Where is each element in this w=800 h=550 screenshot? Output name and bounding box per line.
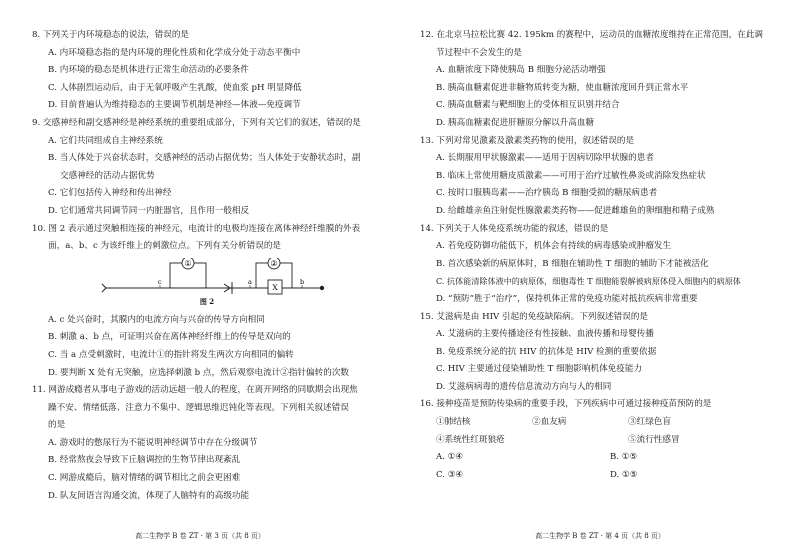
- disease-item: ⑤流行性感冒: [628, 434, 680, 445]
- question-stem: 14. 下列关于人体免疫系统功能的叙述，错误的是: [420, 223, 609, 234]
- question-stem-continued: 面，a、b、c 为该纤维上的刺激位点。下列有关分析错误的是: [48, 241, 282, 252]
- figure-caption: 图 2: [199, 296, 215, 306]
- question-stem-continued: 节过程中不会发生的是: [436, 47, 522, 58]
- option-b: B. 临床上常使用糖皮质激素——可用于治疗过敏性鼻炎或消除发热症状: [436, 170, 706, 181]
- meter-1-label: ①: [184, 258, 192, 268]
- option-a: A. 艾滋病的主要传播途径有性接触、血液传播和母婴传播: [436, 329, 654, 340]
- question-stem: 12. 在北京马拉松比赛 42. 195km 的赛程中，运动员的血糖浓度维持在正常范围，在此调: [420, 30, 764, 40]
- option-c: C. 网游成瘾后，脑对情绪的调节相比之前会更困难: [48, 473, 241, 484]
- page-footer: 高二生物学 B 卷 ZT · 第 4 页（共 8 页）: [535, 532, 665, 540]
- question-stem: 11. 网游成瘾者从事电子游戏的活动远超一般人的程度，在离开网络的同歇期会出现焦: [32, 385, 358, 396]
- question-stem-continued: 的是: [48, 420, 66, 431]
- question-9: [32, 115, 382, 221]
- page-footer: 高二生物学 B 卷 ZT · 第 3 页（共 8 页）: [135, 532, 265, 540]
- question-16: [420, 396, 786, 484]
- option-d: D. 艾滋病病毒的遗传信息流动方向与人的相同: [436, 381, 612, 392]
- option-b: B. 经常熬夜会导致下丘脑调控的生物节律出现紊乱: [48, 455, 241, 466]
- question-stem: 10. 图 2 表示通过突触相连接的神经元，电流计的电极均连接在离体神经纤维膜的外表: [32, 223, 361, 234]
- figure-2: [32, 258, 382, 300]
- question-14: [420, 221, 786, 309]
- question-11: [32, 382, 382, 505]
- option-b: B. 胰高血糖素促进非糖物质转变为糖，使血糖浓度回升到正常水平: [436, 82, 689, 93]
- option-d: D. “预防”胜于“治疗”，保持机体正常的免疫功能对抵抗疾病非常重要: [436, 293, 698, 304]
- option-c: C. 抗体能清除体液中的病原体，细胞毒性 T 细胞能裂解被病原体侵入细胞内的病原体: [436, 276, 741, 287]
- option-a: A. 内环境稳态指的是内环境的理化性质和化学成分处于动态平衡中: [48, 47, 301, 58]
- point-b-label: b: [300, 277, 305, 286]
- option-c: C. HIV 主要通过侵染辅助性 T 细胞影响机体免疫能力: [436, 364, 643, 375]
- disease-item: ②血友病: [532, 417, 567, 428]
- option-d: D. ①⑤: [610, 469, 638, 480]
- option-c: C. 当 a 点受刺激时，电流计①的指针将发生两次方向相同的偏转: [48, 349, 294, 360]
- fiber-start-icon: [102, 284, 106, 292]
- option-a: A. 它们共同组成自主神经系统: [48, 135, 163, 146]
- option-b: B. 首次感染新的病原体时，B 细胞在辅助性 T 细胞的辅助下才能被活化: [436, 258, 709, 269]
- option-c: C. 它们包括传入神经和传出神经: [48, 188, 172, 199]
- question-12: [420, 27, 786, 133]
- option-b: B. ①⑤: [610, 452, 638, 463]
- option-b: B. 免疫系统分泌的抗 HIV 的抗体是 HIV 检测的重要依据: [436, 346, 657, 357]
- question-15: [420, 309, 786, 397]
- option-a: A. ①④: [436, 452, 464, 463]
- answer-options: [420, 449, 786, 484]
- question-13: [420, 133, 786, 221]
- option-a: A. 长期服用甲状腺激素——适用于因病切除甲状腺的患者: [436, 153, 654, 164]
- meter-2-label: ②: [270, 258, 278, 268]
- disease-item: ③红绿色盲: [628, 417, 671, 428]
- option-c: C. 按时口服胰岛素——治疗胰岛 B 细胞受损的糖尿病患者: [436, 188, 658, 199]
- question-8: [32, 27, 382, 115]
- option-a: A. 游戏时的憋尿行为不能说明神经调节中存在分级调节: [48, 437, 258, 448]
- question-stem: 8. 下列关于内环境稳态的说法，错误的是: [32, 30, 190, 40]
- question-stem: 15. 艾滋病是由 HIV 引起的免疫缺陷病。下列叙述错误的是: [420, 311, 649, 322]
- x-label: X: [272, 282, 278, 292]
- disease-item: ④系统性红斑狼疮: [436, 434, 505, 445]
- option-b: B. 当人体处于兴奋状态时，交感神经的活动占据优势；当人体处于安静状态时，副: [48, 153, 361, 164]
- disease-list: [420, 414, 786, 449]
- question-stem-continued: 躁不安、情绪低落、注意力不集中、逻辑思维迟钝化等表现。下列相关叙述错误: [48, 402, 349, 413]
- fiber-end-dot: [320, 286, 324, 290]
- option-b: B. 刺激 a、b 点，可证明兴奋在离体神经纤维上的传导是双向的: [48, 332, 291, 343]
- right-page: [400, 0, 800, 550]
- option-a: A. 血糖浓度下降使胰岛 B 细胞分泌活动增强: [436, 65, 606, 76]
- option-c: C. 人体剧烈运动后，由于无氧呼吸产生乳酸，使血浆 pH 明显降低: [48, 82, 302, 93]
- option-d: D. 目前普遍认为维持稳态的主要调节机制是神经—体液—免疫调节: [48, 100, 301, 111]
- question-stem: 16. 接种疫苗是预防传染病的重要手段，下列疾病中可通过接种疫苗预防的是: [420, 399, 712, 410]
- question-stem: 9. 交感神经和副交感神经是神经系统的重要组成部分，下列有关它们的叙述，错误的是: [32, 117, 361, 128]
- option-a: A. c 处兴奋时，其膜内的电流方向与兴奋的传导方向相同: [48, 314, 265, 325]
- option-d: D. 要判断 X 处有无突触，应选择刺激 b 点，然后观察电流计②指针偏转的次数: [48, 367, 350, 378]
- option-c: C. ③④: [436, 469, 464, 480]
- point-a-label: a: [248, 277, 252, 286]
- disease-item: ①肺结核: [436, 417, 471, 428]
- option-b-continued: 交感神经的活动占据优势: [60, 170, 155, 181]
- point-c-label: c: [158, 277, 162, 286]
- option-d: D. 队友间语言沟通交流，体现了人脑特有的高级功能: [48, 490, 250, 501]
- question-stem: 13. 下列对常见激素及激素类药物的使用，叙述错误的是: [420, 135, 635, 146]
- option-d: D. 胰高血糖素促进肝糖原分解以升高血糖: [436, 117, 595, 128]
- option-d: D. 它们通常共同调节同一内脏器官，且作用一般相反: [48, 205, 250, 216]
- option-b: B. 内环境的稳态是机体进行正常生命活动的必要条件: [48, 65, 249, 76]
- option-d: D. 给雌雄亲鱼注射促性腺激素类药物——促进雌雄鱼的卵细胞和精子成熟: [436, 205, 715, 216]
- question-10: [32, 221, 382, 383]
- option-a: A. 若免疫防御功能低下，机体会有持续的病毒感染或肿瘤发生: [436, 241, 672, 252]
- option-c: C. 胰高血糖素与靶细胞上的受体相互识别并结合: [436, 100, 620, 111]
